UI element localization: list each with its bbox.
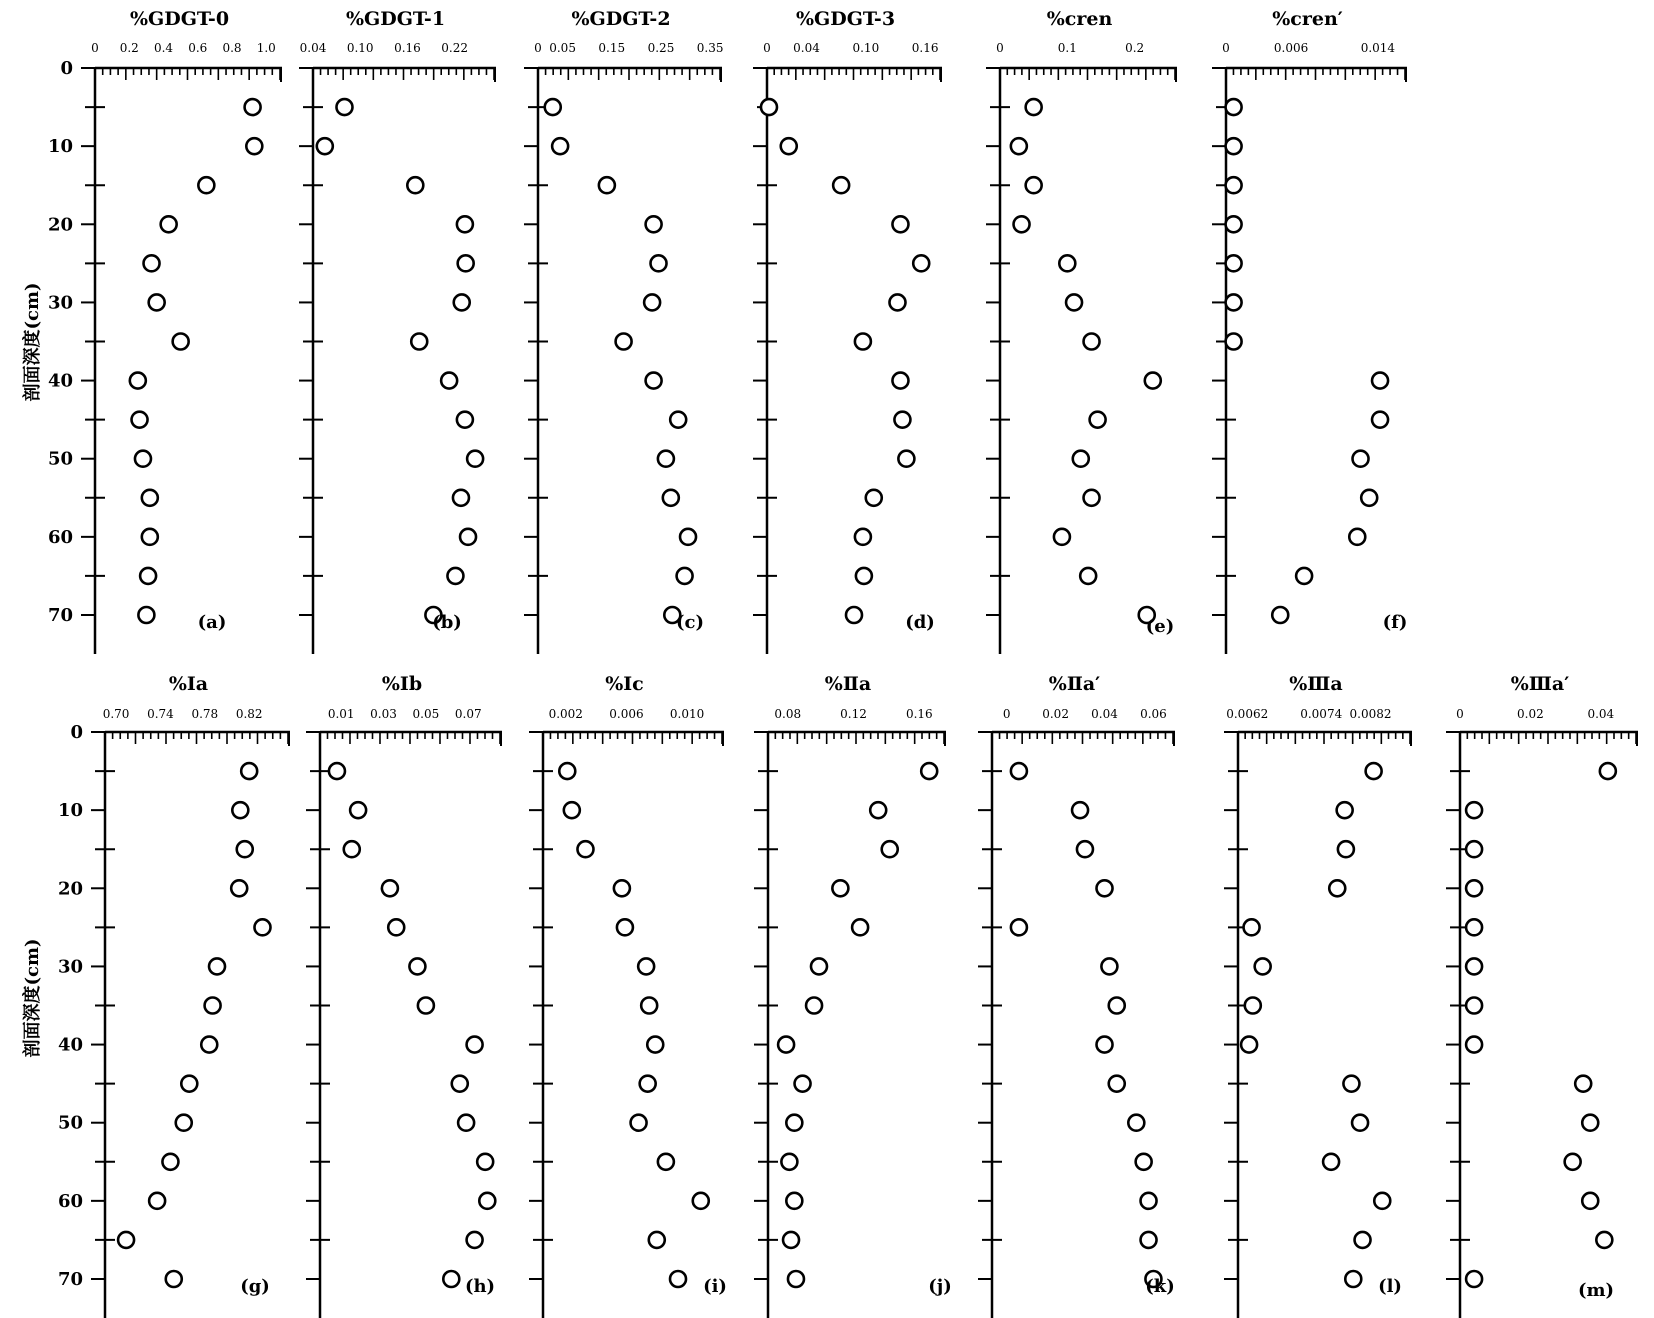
y-tick-label: 30 <box>47 292 73 314</box>
data-point <box>1141 1232 1157 1248</box>
data-point <box>441 373 457 389</box>
x-tick-label: 0.78 <box>191 707 219 721</box>
data-point <box>1466 1271 1482 1287</box>
panel-label: (b) <box>432 612 462 633</box>
data-point <box>1582 1115 1598 1131</box>
panel-h <box>306 673 502 1318</box>
data-point <box>892 373 908 389</box>
data-point <box>336 99 352 115</box>
data-point <box>833 177 849 193</box>
y-axis-label-top: 剖面深度(cm) <box>22 282 43 402</box>
panel-d <box>753 8 942 654</box>
data-point <box>913 255 929 271</box>
x-tick-label: 0.04 <box>1587 707 1615 721</box>
y-tick-label: 0 <box>70 722 83 743</box>
data-point <box>778 1037 794 1053</box>
data-point <box>1072 802 1088 818</box>
x-tick-label: 0 <box>996 41 1004 55</box>
data-point <box>866 490 882 506</box>
data-point <box>761 99 777 115</box>
data-point <box>457 216 473 232</box>
data-point <box>144 255 160 271</box>
data-point <box>246 138 262 154</box>
data-point <box>1080 568 1096 584</box>
data-point <box>161 216 177 232</box>
panel-j <box>754 673 952 1318</box>
data-point <box>631 1115 647 1131</box>
data-point <box>142 529 158 545</box>
x-tick-label: 0 <box>763 41 771 55</box>
x-tick-label: 0.02 <box>1042 707 1069 721</box>
data-point <box>344 841 360 857</box>
data-point <box>454 294 470 310</box>
y-tick-label: 20 <box>47 214 73 236</box>
panel-label: (j) <box>928 1276 952 1297</box>
data-point <box>846 607 862 623</box>
panel-label: (g) <box>240 1276 270 1297</box>
data-point <box>350 802 366 818</box>
data-point <box>1101 958 1117 974</box>
y-tick-label: 20 <box>57 878 83 900</box>
data-point <box>559 763 575 779</box>
data-point <box>1136 1154 1152 1170</box>
data-point <box>781 1154 797 1170</box>
x-tick-label: 0.02 <box>1517 707 1544 721</box>
data-point <box>1466 958 1482 974</box>
x-tick-label: 0.2 <box>1125 41 1145 55</box>
y-tick-label: 10 <box>47 136 73 158</box>
data-point <box>894 412 910 428</box>
data-point <box>457 412 473 428</box>
panel-k <box>978 673 1175 1318</box>
data-point <box>447 568 463 584</box>
y-tick-label: 40 <box>47 370 73 392</box>
data-point <box>1244 919 1260 935</box>
data-point <box>1226 216 1242 232</box>
data-point <box>855 529 871 545</box>
data-point <box>1109 998 1125 1014</box>
panel-title: %Ⅲa <box>1289 673 1343 695</box>
panel-e <box>986 8 1177 654</box>
data-point <box>135 451 151 467</box>
data-point <box>599 177 615 193</box>
x-tick-label: 0.12 <box>840 707 867 721</box>
data-point <box>452 1076 468 1092</box>
x-tick-label: 0 <box>534 41 542 55</box>
data-point <box>1090 412 1106 428</box>
panel-label: (f) <box>1382 612 1408 633</box>
data-point <box>118 1232 134 1248</box>
data-point <box>467 451 483 467</box>
x-tick-label: 0.05 <box>549 41 576 55</box>
panel-label: (h) <box>464 1276 496 1297</box>
panel-label: (l) <box>1378 1276 1402 1297</box>
panel-title: %Ⅱa <box>824 673 872 695</box>
data-point <box>889 294 905 310</box>
data-point <box>1466 880 1482 896</box>
x-tick-label: 0.16 <box>911 41 939 55</box>
x-tick-label: 0.16 <box>905 707 933 721</box>
data-point <box>1372 412 1388 428</box>
data-point <box>231 880 247 896</box>
data-point <box>1226 334 1242 350</box>
panel-a <box>48 8 282 654</box>
data-point <box>1596 1232 1612 1248</box>
data-point <box>646 373 662 389</box>
x-tick-label: 0.25 <box>647 41 675 55</box>
data-point <box>693 1193 709 1209</box>
panel-title: %cren <box>1046 8 1113 30</box>
data-point <box>388 919 404 935</box>
data-point <box>162 1154 178 1170</box>
data-point <box>1466 1037 1482 1053</box>
data-point <box>646 216 662 232</box>
data-point <box>467 1037 483 1053</box>
data-point <box>1097 880 1113 896</box>
data-point <box>1226 177 1242 193</box>
data-point <box>651 255 667 271</box>
panel-b <box>299 8 496 654</box>
data-point <box>1352 1115 1368 1131</box>
data-point <box>663 490 679 506</box>
data-point <box>443 1271 459 1287</box>
panel-m <box>1446 673 1638 1318</box>
data-point <box>132 412 148 428</box>
data-point <box>1059 255 1075 271</box>
panel-l <box>1224 673 1412 1318</box>
data-point <box>1372 373 1388 389</box>
data-point <box>460 529 476 545</box>
data-point <box>453 490 469 506</box>
x-tick-label: 0.0074 <box>1300 707 1343 721</box>
panel-g <box>58 673 290 1318</box>
data-point <box>564 802 580 818</box>
data-point <box>616 334 632 350</box>
data-point <box>149 1193 165 1209</box>
data-point <box>1272 607 1288 623</box>
data-point <box>1084 334 1100 350</box>
x-tick-label: 0.04 <box>793 41 820 55</box>
x-tick-label: 0.8 <box>222 41 242 55</box>
x-tick-label: 0.1 <box>1057 41 1077 55</box>
data-point <box>1241 1037 1257 1053</box>
data-point <box>1226 99 1242 115</box>
data-point <box>647 1037 663 1053</box>
data-point <box>1374 1193 1390 1209</box>
data-point <box>1466 919 1482 935</box>
panel-title: %Ⅲa′ <box>1510 673 1570 695</box>
data-point <box>1226 138 1242 154</box>
x-tick-label: 0.07 <box>454 707 482 721</box>
data-point <box>1345 1271 1361 1287</box>
x-tick-label: 0 <box>1456 707 1464 721</box>
data-point <box>1109 1076 1125 1092</box>
panel-i <box>529 673 727 1318</box>
data-point <box>658 451 674 467</box>
data-point <box>677 568 693 584</box>
panel-label: (d) <box>905 612 935 633</box>
panel-title: %GDGT-1 <box>345 8 446 30</box>
data-point <box>477 1154 493 1170</box>
data-point <box>409 958 425 974</box>
data-point <box>1073 451 1089 467</box>
data-point <box>130 373 146 389</box>
data-point <box>658 1154 674 1170</box>
data-point <box>1054 529 1070 545</box>
data-point <box>832 880 848 896</box>
data-point <box>173 334 189 350</box>
y-tick-label: 60 <box>57 1190 83 1212</box>
data-point <box>1226 255 1242 271</box>
data-point <box>407 177 423 193</box>
panel-label: (c) <box>676 612 704 633</box>
x-tick-label: 0.74 <box>147 707 174 721</box>
data-point <box>411 334 427 350</box>
x-tick-label: 0.0062 <box>1226 707 1269 721</box>
data-point <box>898 451 914 467</box>
data-point <box>1014 216 1030 232</box>
y-tick-label: 30 <box>57 956 83 978</box>
data-point <box>1329 880 1345 896</box>
data-point <box>1226 294 1242 310</box>
data-point <box>176 1115 192 1131</box>
y-tick-label: 40 <box>57 1034 83 1056</box>
data-point <box>617 919 633 935</box>
panel-label: (a) <box>197 612 227 633</box>
x-tick-label: 0.006 <box>1273 41 1309 55</box>
data-point <box>142 490 158 506</box>
data-point <box>241 763 257 779</box>
x-tick-label: 0.22 <box>441 41 469 55</box>
data-point <box>1466 802 1482 818</box>
data-point <box>1066 294 1082 310</box>
x-tick-label: 0.4 <box>153 41 174 55</box>
data-point <box>670 412 686 428</box>
data-point <box>614 880 630 896</box>
x-tick-label: 0.2 <box>119 41 139 55</box>
data-point <box>138 607 154 623</box>
data-point <box>781 138 797 154</box>
data-point <box>855 334 871 350</box>
data-point <box>640 1076 656 1092</box>
panel-title: %GDGT-0 <box>129 8 230 30</box>
data-point <box>1337 802 1353 818</box>
data-point <box>670 1271 686 1287</box>
data-point <box>418 998 434 1014</box>
x-tick-label: 0.010 <box>669 707 705 721</box>
x-tick-label: 0.16 <box>394 41 421 55</box>
data-point <box>1026 177 1042 193</box>
panel-label: (e) <box>1145 616 1175 637</box>
data-point <box>1011 763 1027 779</box>
data-point <box>1141 1193 1157 1209</box>
data-point <box>1084 490 1100 506</box>
data-point <box>783 1232 799 1248</box>
data-point <box>1466 841 1482 857</box>
data-point <box>552 138 568 154</box>
panel-label: (m) <box>1577 1280 1615 1301</box>
data-point <box>1011 138 1027 154</box>
data-point <box>1349 529 1365 545</box>
data-point <box>458 1115 474 1131</box>
y-tick-label: 0 <box>60 58 73 79</box>
panel-title: %Ⅰa <box>168 673 209 695</box>
data-point <box>1296 568 1312 584</box>
data-point <box>545 99 561 115</box>
data-point <box>1011 919 1027 935</box>
data-point <box>1343 1076 1359 1092</box>
data-point <box>788 1271 804 1287</box>
data-point <box>1128 1115 1144 1131</box>
data-point <box>1582 1193 1598 1209</box>
panel-label: (i) <box>703 1276 727 1297</box>
data-point <box>644 294 660 310</box>
y-tick-label: 70 <box>47 605 73 626</box>
data-point <box>1565 1154 1581 1170</box>
data-point <box>921 763 937 779</box>
data-point <box>1245 998 1261 1014</box>
x-tick-label: 0.002 <box>548 707 583 721</box>
data-point <box>1097 1037 1113 1053</box>
data-point <box>806 998 822 1014</box>
data-point <box>786 1115 802 1131</box>
data-point <box>852 919 868 935</box>
x-tick-label: 0.06 <box>1140 707 1167 721</box>
x-tick-label: 0.0082 <box>1349 707 1392 721</box>
x-tick-label: 1.0 <box>256 41 276 55</box>
x-tick-label: 0 <box>1002 707 1011 721</box>
data-point <box>237 841 253 857</box>
data-point <box>467 1232 483 1248</box>
panel-title: %GDGT-3 <box>795 8 896 30</box>
y-tick-label: 10 <box>57 800 83 822</box>
data-point <box>149 294 165 310</box>
panel-title: %cren′ <box>1272 8 1343 30</box>
data-point <box>1323 1154 1339 1170</box>
panel-f <box>1212 8 1407 654</box>
data-point <box>209 958 225 974</box>
data-point <box>649 1232 665 1248</box>
data-point <box>811 958 827 974</box>
data-point <box>638 958 654 974</box>
data-point <box>1353 451 1369 467</box>
x-tick-label: 0.10 <box>346 41 374 55</box>
data-point <box>680 529 696 545</box>
y-tick-label: 50 <box>47 448 73 470</box>
y-tick-label: 60 <box>47 526 73 548</box>
data-point <box>1255 958 1271 974</box>
x-tick-label: 0.01 <box>327 707 355 721</box>
data-point <box>479 1193 495 1209</box>
x-tick-label: 0 <box>1222 41 1230 55</box>
data-point <box>856 568 872 584</box>
data-point <box>786 1193 802 1209</box>
data-point <box>232 802 248 818</box>
data-point <box>201 1037 217 1053</box>
data-point <box>892 216 908 232</box>
x-tick-label: 0.04 <box>299 41 327 55</box>
panel-title: %Ⅱa′ <box>1048 673 1101 695</box>
panel-title: %Ⅰc <box>605 673 644 695</box>
data-point <box>795 1076 811 1092</box>
data-point <box>245 99 261 115</box>
data-point <box>166 1271 182 1287</box>
y-tick-label: 70 <box>57 1269 83 1290</box>
data-point <box>181 1076 197 1092</box>
x-tick-label: 0.05 <box>412 707 440 721</box>
data-point <box>1361 490 1377 506</box>
data-point <box>317 138 333 154</box>
data-point <box>254 919 270 935</box>
x-tick-label: 0.03 <box>370 707 397 721</box>
data-point <box>329 763 345 779</box>
panel-title: %Ⅰb <box>381 673 423 695</box>
data-point <box>198 177 214 193</box>
x-tick-label: 0 <box>91 41 99 55</box>
x-tick-label: 0.08 <box>774 707 802 721</box>
data-point <box>1575 1076 1591 1092</box>
panel-c <box>524 8 724 654</box>
x-tick-label: 0.006 <box>609 707 644 721</box>
data-point <box>882 841 898 857</box>
data-point <box>870 802 886 818</box>
data-point <box>577 841 593 857</box>
data-point <box>1145 373 1161 389</box>
x-tick-label: 0.15 <box>598 41 626 55</box>
data-point <box>205 998 221 1014</box>
data-point <box>1026 99 1042 115</box>
x-tick-label: 0.82 <box>235 707 263 721</box>
x-tick-label: 0.35 <box>696 41 724 55</box>
x-tick-label: 0.014 <box>1360 41 1396 55</box>
data-point <box>641 998 657 1014</box>
x-tick-label: 0.70 <box>102 707 130 721</box>
data-point <box>140 568 156 584</box>
data-point <box>382 880 398 896</box>
data-point <box>458 255 474 271</box>
panel-title: %GDGT-2 <box>571 8 671 30</box>
data-point <box>1600 763 1616 779</box>
y-axis-label-bottom: 剖面深度(cm) <box>22 938 43 1058</box>
panel-label: (k) <box>1145 1276 1175 1297</box>
data-point <box>1466 998 1482 1014</box>
y-tick-label: 50 <box>57 1112 83 1134</box>
x-tick-label: 0.10 <box>852 41 880 55</box>
x-tick-label: 0.04 <box>1091 707 1118 721</box>
data-point <box>1077 841 1093 857</box>
data-point <box>1366 763 1382 779</box>
x-tick-label: 0.6 <box>188 41 208 55</box>
data-point <box>1338 841 1354 857</box>
data-point <box>1355 1232 1371 1248</box>
